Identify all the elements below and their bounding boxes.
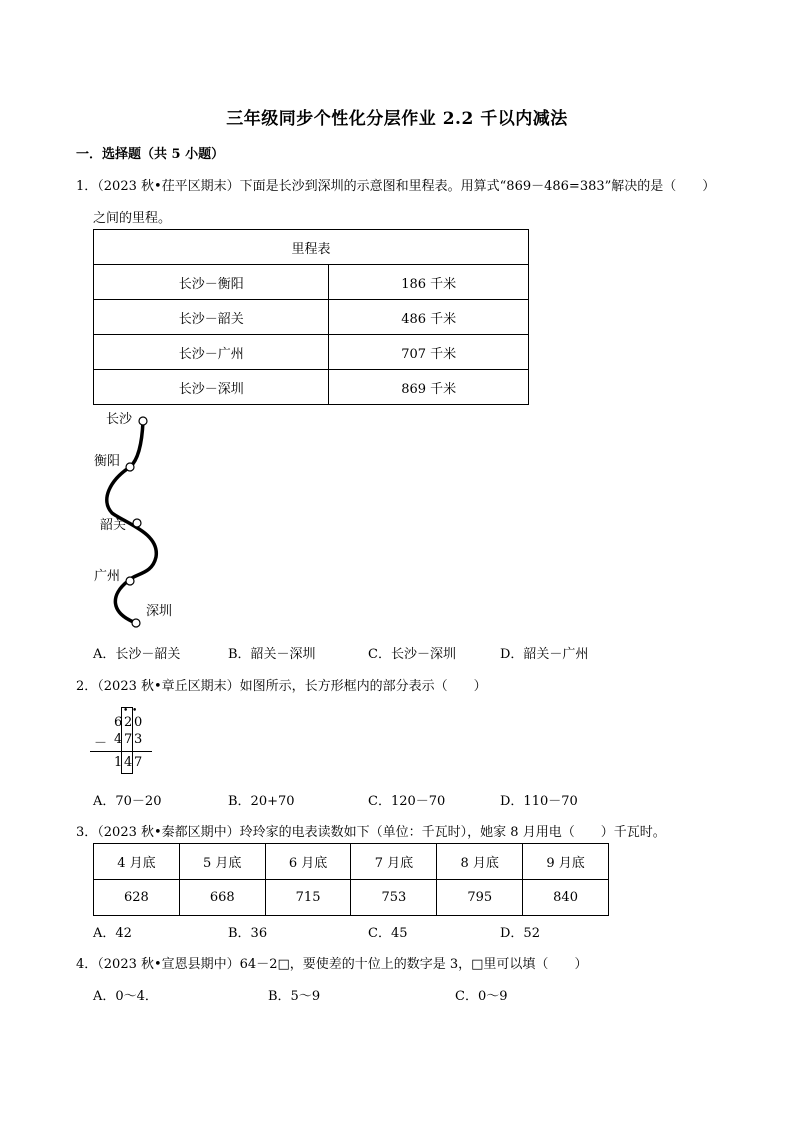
q2-stem: 2．（2023 秋•章丘区期末）如图所示，长方形框内的部分表示（ ） bbox=[76, 679, 487, 694]
subtrahend-digit: 4 bbox=[114, 732, 123, 747]
table-row bbox=[94, 880, 609, 916]
distance-cell: 707 千米 bbox=[329, 335, 529, 370]
q4-stem: 4．（2023 秋•宣恩县期中）64－2□，要使差的十位上的数字是 3，□里可以填（ ） bbox=[76, 957, 588, 972]
minuend-digit: 0 bbox=[134, 715, 143, 730]
reading-cell: 795 bbox=[437, 880, 523, 916]
result-digit: 7 bbox=[134, 755, 143, 770]
distance-cell: 869 千米 bbox=[329, 370, 529, 405]
station-dot bbox=[126, 577, 134, 585]
month-cell: 8 月底 bbox=[437, 844, 523, 880]
station-dot bbox=[132, 619, 140, 627]
q3-option-c[interactable]: C．45 bbox=[368, 926, 408, 941]
q3-option-b[interactable]: B．36 bbox=[228, 926, 268, 941]
minuend-digit: 6 bbox=[114, 715, 123, 730]
reading-cell: 753 bbox=[351, 880, 437, 916]
result-digit: 4 bbox=[124, 755, 133, 770]
q1-option-c[interactable]: C．长沙－深圳 bbox=[368, 647, 456, 662]
map-label: 韶关 bbox=[100, 518, 127, 533]
minuend-digit: 2 bbox=[124, 715, 133, 730]
q2-option-b[interactable]: B．20+70 bbox=[228, 794, 295, 809]
mileage-table-title: 里程表 bbox=[94, 230, 529, 265]
page-title: 三年级同步个性化分层作业 2.2 千以内减法 bbox=[226, 109, 568, 129]
station-dot bbox=[139, 417, 147, 425]
q2-option-c[interactable]: C．120－70 bbox=[368, 794, 446, 809]
reading-cell: 628 bbox=[94, 880, 180, 916]
subtraction-figure bbox=[90, 706, 160, 778]
station-dot bbox=[133, 519, 141, 527]
month-cell: 5 月底 bbox=[179, 844, 265, 880]
subtrahend-digit: 3 bbox=[134, 732, 143, 747]
q2-option-d[interactable]: D．110－70 bbox=[500, 794, 578, 809]
month-cell: 6 月底 bbox=[265, 844, 351, 880]
section-heading: 一．选择题（共 5 小题） bbox=[76, 147, 225, 162]
q1-stem-continued: 之间的里程。 bbox=[93, 211, 172, 226]
table-row bbox=[94, 335, 529, 370]
highlight-box bbox=[121, 707, 133, 774]
table-row bbox=[94, 370, 529, 405]
map-label: 深圳 bbox=[146, 604, 173, 619]
q3-option-d[interactable]: D．52 bbox=[500, 926, 540, 941]
reading-cell: 668 bbox=[179, 880, 265, 916]
route-cell: 长沙－韶关 bbox=[94, 300, 329, 335]
q4-option-b[interactable]: B．5～9 bbox=[268, 989, 321, 1004]
route-map bbox=[80, 405, 190, 630]
subtrahend-digit: 7 bbox=[124, 732, 133, 747]
route-cell: 长沙－深圳 bbox=[94, 370, 329, 405]
q2-option-a[interactable]: A．70－20 bbox=[93, 794, 162, 809]
map-label: 衡阳 bbox=[94, 454, 121, 469]
mileage-table bbox=[93, 229, 529, 405]
result-digit: 1 bbox=[114, 755, 123, 770]
table-row bbox=[94, 265, 529, 300]
meter-table bbox=[93, 843, 609, 916]
table-row bbox=[94, 844, 609, 880]
q4-option-c[interactable]: C．0～9 bbox=[455, 989, 508, 1004]
reading-cell: 840 bbox=[523, 880, 609, 916]
reading-cell: 715 bbox=[265, 880, 351, 916]
q1-option-b[interactable]: B．韶关－深圳 bbox=[228, 647, 316, 662]
distance-cell: 186 千米 bbox=[329, 265, 529, 300]
month-cell: 7 月底 bbox=[351, 844, 437, 880]
borrow-dot: • bbox=[132, 706, 138, 716]
map-label: 广州 bbox=[94, 569, 121, 584]
minus-sign: － bbox=[94, 736, 108, 751]
q3-option-a[interactable]: A．42 bbox=[93, 926, 132, 941]
q4-option-a[interactable]: A．0～4． bbox=[93, 989, 158, 1004]
distance-cell: 486 千米 bbox=[329, 300, 529, 335]
q1-option-d[interactable]: D．韶关－广州 bbox=[500, 647, 589, 662]
station-dot bbox=[126, 463, 134, 471]
q1-stem: 1．（2023 秋•茌平区期末）下面是长沙到深圳的示意图和里程表。用算式“869－486=383”解决的是（ ） bbox=[76, 179, 716, 194]
route-cell: 长沙－衡阳 bbox=[94, 265, 329, 300]
q3-stem: 3．（2023 秋•秦都区期中）玲玲家的电表读数如下（单位：千瓦时），她家 8 月用电（ ）千瓦时。 bbox=[76, 825, 666, 840]
borrow-dot: • bbox=[123, 706, 129, 716]
q1-option-a[interactable]: A．长沙－韶关 bbox=[93, 647, 181, 662]
map-label: 长沙 bbox=[106, 412, 133, 427]
month-cell: 4 月底 bbox=[94, 844, 180, 880]
route-cell: 长沙－广州 bbox=[94, 335, 329, 370]
month-cell: 9 月底 bbox=[523, 844, 609, 880]
table-row bbox=[94, 300, 529, 335]
